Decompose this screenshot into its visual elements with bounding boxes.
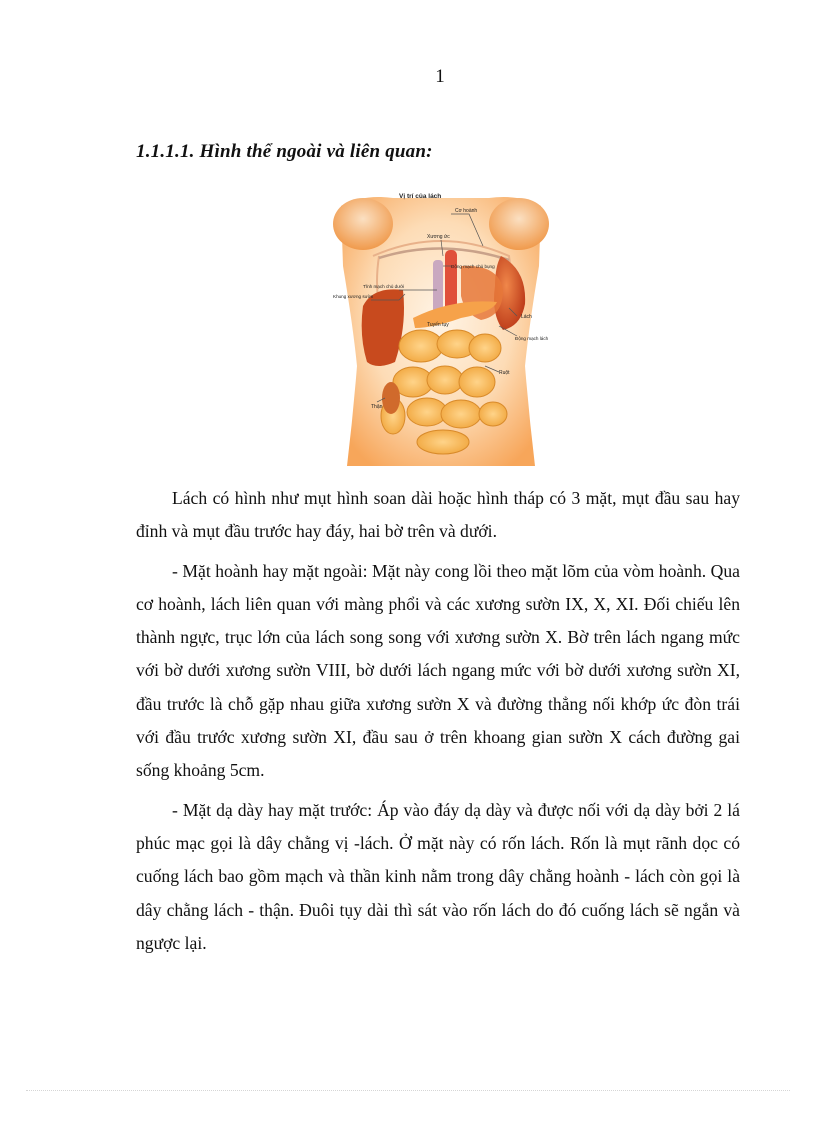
- spleen-anatomy-figure: [333, 186, 549, 466]
- label-ruot: Ruột: [499, 370, 510, 376]
- page-number: 1: [435, 66, 445, 87]
- paragraph-gastric-surface: - Mặt dạ dày hay mặt trước: Áp vào đáy dạ dày và được nối với dạ dày bởi 2 lá phúc mạc gọi là dây chằng vị -lách. Ở mặt này có rốn lách. Rốn là mụt rãnh dọc có cuống lách bao gồm mạch và thần kinh nằm trong dây chằng hoành - lách còn gọi là dây chằng lách - thận. Đuôi tụy dài thì sát vào rốn lách do đó cuống lách sẽ ngắn và ngược lại.: [136, 799, 740, 953]
- label-dong-mach-lach: Động mạch lách: [515, 336, 549, 341]
- label-than: Thận: [371, 404, 383, 410]
- label-khung-xuong-suon: Khung xương sườn: [333, 294, 374, 299]
- section-heading: 1.1.1.1. Hình thể ngoài và liên quan:: [136, 141, 433, 162]
- figure-title: Vị trí của lách: [399, 193, 442, 200]
- label-tuyen-tuy: Tuyến tụy: [427, 322, 449, 328]
- label-tinh-mach-chu-duoi: Tĩnh mạch chủ dưới: [363, 284, 405, 289]
- left-breast-shape: [333, 198, 393, 250]
- body-text: [136, 482, 740, 966]
- label-co-hoanh: Cơ hoành: [455, 208, 478, 214]
- label-dong-mach-chu-bung: Động mạch chủ bụng: [451, 264, 495, 269]
- paragraph-diaphragmatic-surface: - Mặt hoành hay mặt ngoài: Mặt này cong lồi theo mặt lõm của vòm hoành. Qua cơ hoành, lách liên quan với màng phổi và các xương sườn IX, X, XI. Đối chiếu lên thành ngực, trục lớn của lách song song với xương sườn X. Bờ trên lách ngang mức với bờ dưới xương sườn VIII, bờ dưới lách ngang mức với bờ dưới xương sườn XI, đầu trước là chỗ gặp nhau giữa xương sườn X và đường thẳng nối khớp ức đòn trái với đầu trước xương sườn XI, đầu sau ở trên khoang gian sườn X cách đường gai sống khoảng 5cm.: [136, 560, 740, 781]
- label-xuong-uc: Xương ức: [427, 234, 450, 240]
- paragraph-shape-description: Lách có hình như mụt hình soan dài hoặc hình tháp có 3 mặt, mụt đầu sau hay đỉnh và mụt đầu trước hay đáy, hai bờ trên và dưới.: [136, 488, 740, 542]
- label-lach: Lách: [521, 314, 532, 320]
- footer-divider: [26, 1090, 790, 1091]
- right-breast-shape: [489, 198, 549, 250]
